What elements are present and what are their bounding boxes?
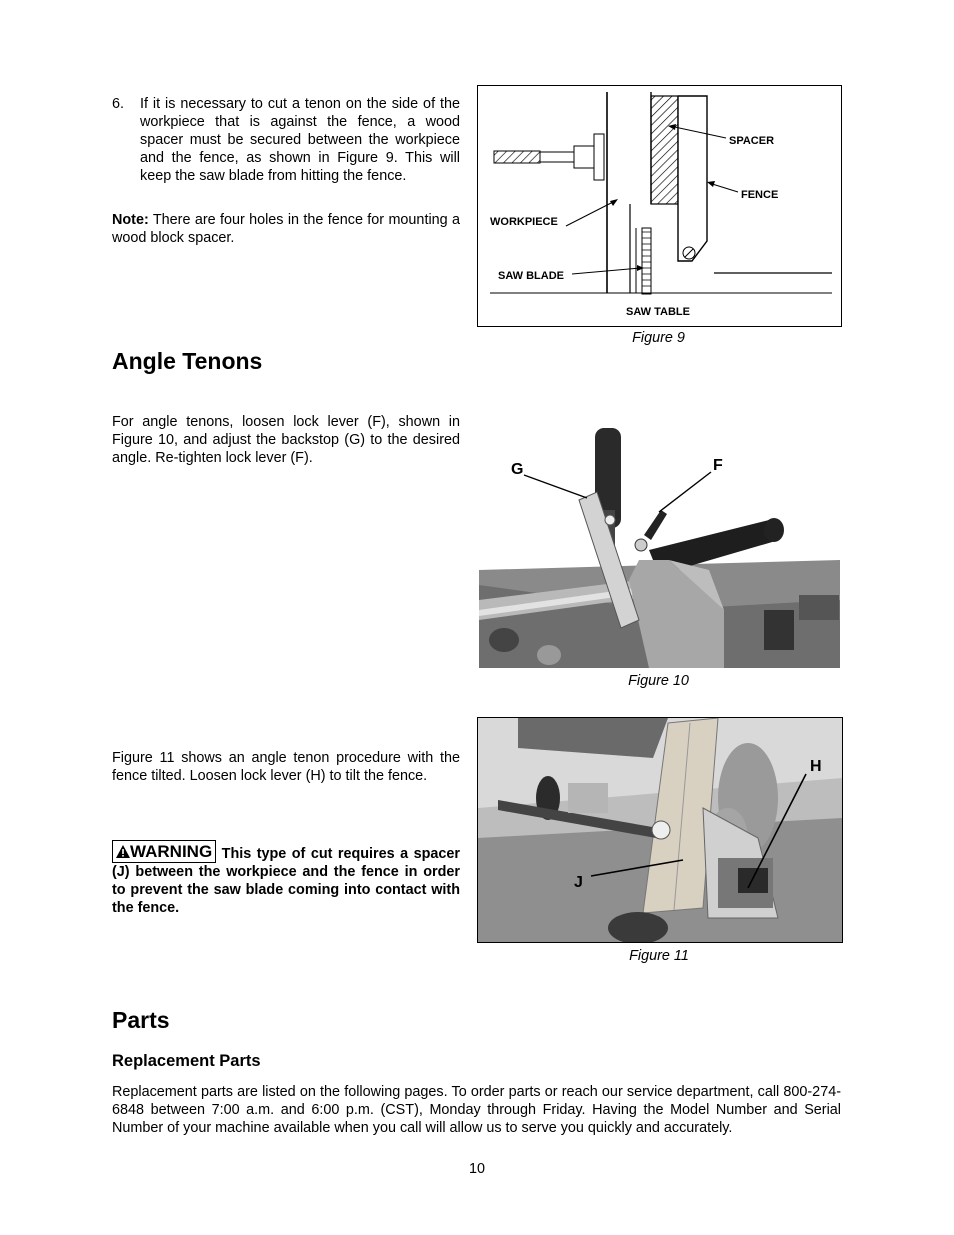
figure-10-drawing	[479, 410, 840, 668]
figure-11-paragraph: Figure 11 shows an angle tenon procedure with the fence tilted. Loosen lock lever (H) to tilt the fence.	[112, 750, 460, 784]
figure-9-diagram	[477, 85, 842, 327]
figure-11-caption: Figure 11	[629, 948, 689, 964]
label-fence: FENCE	[741, 189, 779, 201]
note-paragraph	[112, 211, 460, 247]
figure-10-caption: Figure 10	[628, 673, 689, 689]
replacement-parts-heading: Replacement Parts	[112, 1052, 261, 1070]
label-f: F	[713, 457, 723, 474]
step-text: If it is necessary to cut a tenon on the side of the workpiece that is against the fence, a wood spacer must be secured between the workpiece and the fence, as shown in Figure 9. This will keep the saw blade from hitting the fence.	[140, 96, 460, 184]
warning-badge	[112, 840, 216, 863]
page-number: 10	[468, 1161, 485, 1177]
label-spacer: SPACER	[729, 135, 775, 147]
label-saw-blade: SAW BLADE	[498, 270, 564, 282]
label-g: G	[511, 461, 524, 478]
figure-10-photo	[479, 410, 840, 668]
angle-tenons-paragraph: For angle tenons, loosen lock lever (F), shown in Figure 10, and adjust the backstop (G) to the desired angle. Re-tighten lock lever (F).	[112, 414, 460, 466]
label-workpiece: WORKPIECE	[490, 216, 558, 228]
warning-triangle-icon	[116, 845, 130, 858]
replacement-parts-paragraph: Replacement parts are listed on the following pages. To order parts or reach our service department, call 800-274-6848 between 7:00 a.m. and 6:00 p.m. (CST), Monday through Friday. Having the Model Number and Serial Number of your machine available when you call will allow us to serve you quickly and accurately.	[112, 1084, 841, 1136]
step-number: 6.	[112, 96, 125, 112]
warning-badge-label: WARNING	[130, 842, 213, 861]
figure-9-caption: Figure 9	[632, 330, 685, 346]
figure-11-drawing	[478, 718, 842, 942]
warning-paragraph	[112, 840, 460, 917]
note-label: Note:	[112, 212, 149, 228]
label-saw-table: SAW TABLE	[626, 306, 690, 318]
angle-tenons-heading: Angle Tenons	[112, 348, 263, 374]
warning-text: This type of cut requires a spacer (J) between the workpiece and the fence in order to prevent the saw blade coming into contact with the fence.	[112, 846, 461, 916]
label-h: H	[810, 758, 822, 775]
parts-heading: Parts	[112, 1007, 170, 1033]
figure-9-drawing	[478, 86, 841, 326]
figure-11-photo	[477, 717, 843, 943]
note-text: There are four holes in the fence for mounting a wood block spacer.	[112, 212, 460, 246]
label-j: J	[574, 874, 583, 891]
